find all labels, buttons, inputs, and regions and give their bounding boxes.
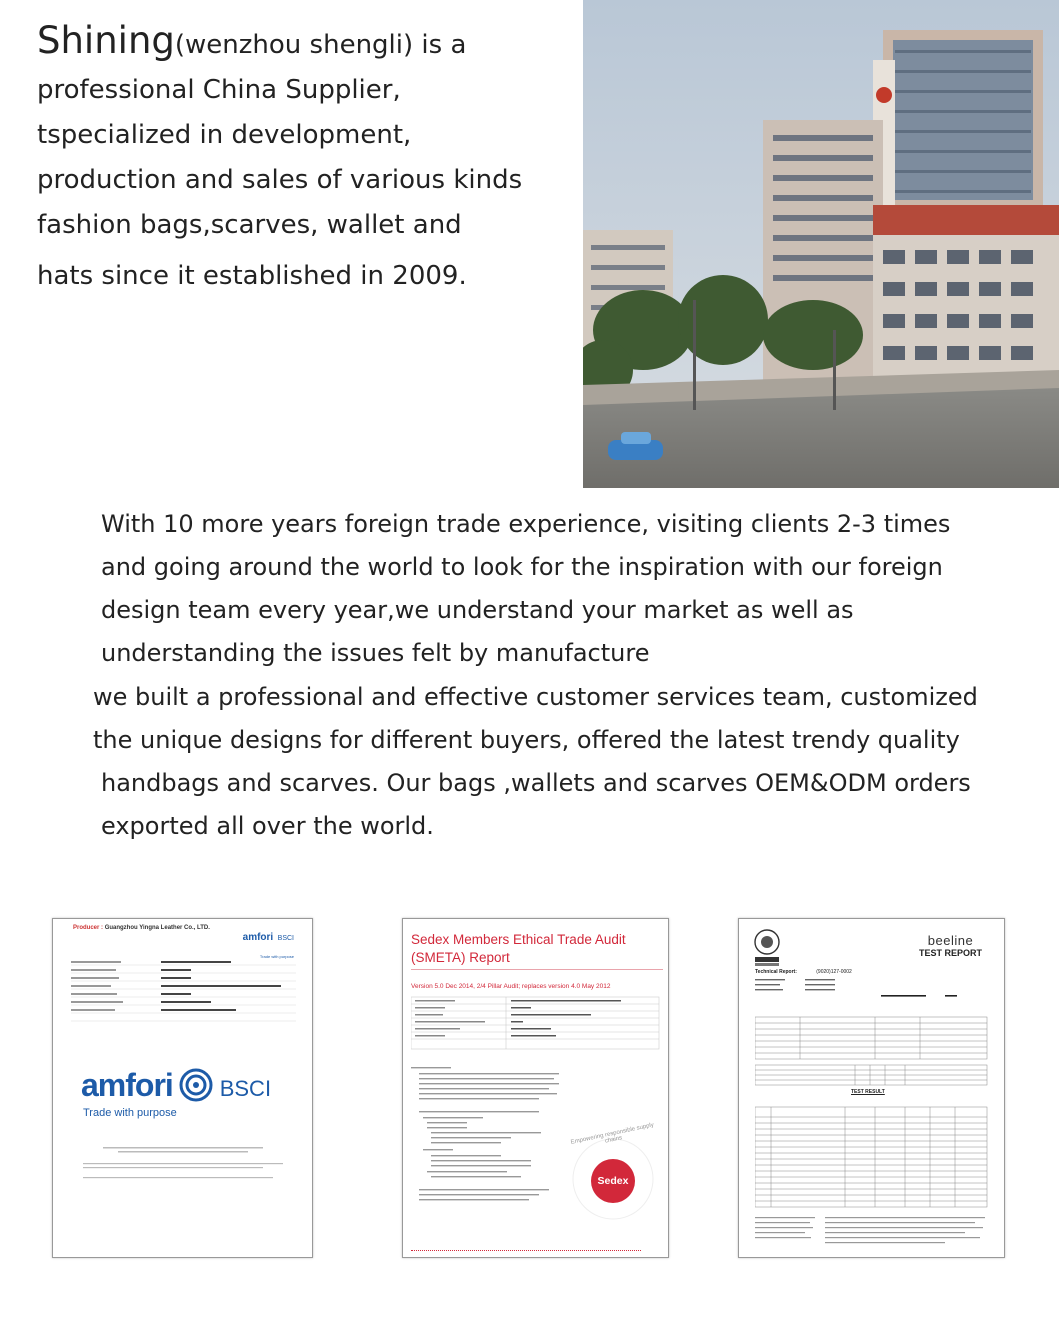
intro-line-6: hats since it established in 2009. bbox=[37, 261, 467, 291]
smeta-title bbox=[411, 931, 626, 967]
amfori-bsci-certificate bbox=[52, 918, 313, 1258]
paragraph-line: and going around the world to look for the inspiration with our foreign bbox=[101, 553, 943, 581]
amfori-logo-small-tag: Trade with purpose bbox=[259, 954, 294, 959]
paragraph-experience bbox=[101, 503, 1001, 675]
report-footer bbox=[755, 1213, 991, 1253]
beeline-logo: beeline bbox=[927, 933, 974, 948]
beeline-header bbox=[919, 933, 982, 958]
smeta-audit-content bbox=[411, 1065, 561, 1245]
intro-line-5: fashion bags,scarves, wallet and bbox=[37, 210, 462, 240]
sedex-badge: Sedex bbox=[591, 1159, 635, 1203]
intro-line-4: production and sales of various kinds bbox=[37, 165, 523, 195]
brand-name: Shining bbox=[37, 19, 175, 62]
amfori-logo-big bbox=[81, 1067, 271, 1104]
amfori-logo-small-sub: BSCI bbox=[277, 935, 294, 942]
paragraph-line: handbags and scarves. Our bags ,wallets and scarves OEM&ODM orders bbox=[101, 769, 971, 797]
intro-text bbox=[37, 18, 557, 299]
paragraph-line: understanding the issues felt by manufacture bbox=[101, 639, 650, 667]
amfori-footer-text bbox=[83, 1145, 283, 1185]
test-result-heading: TEST RESULT bbox=[851, 1089, 885, 1095]
smeta-info-table bbox=[411, 995, 661, 1055]
paragraph-services bbox=[93, 676, 1013, 848]
beeline-title: TEST REPORT bbox=[918, 948, 982, 958]
factory-photo bbox=[583, 0, 1059, 488]
amfori-logo-small-text: amfori bbox=[242, 932, 274, 943]
paragraph-line: the unique designs for different buyers, offered the latest trendy quality bbox=[93, 726, 960, 754]
report-info-table bbox=[755, 977, 991, 1097]
producer-name: Guangzhou Yingna Leather Co., LTD. bbox=[104, 925, 210, 931]
amfori-logo-big-text: amfori bbox=[81, 1067, 173, 1103]
sedex-smeta-certificate bbox=[402, 918, 669, 1258]
amfori-target-icon bbox=[179, 1068, 213, 1102]
intro-line-1: (wenzhou shengli) is a bbox=[174, 30, 467, 60]
test-result-table bbox=[755, 1103, 991, 1211]
amfori-info-table bbox=[71, 959, 296, 1039]
paragraph-line: we built a professional and effective customer services team, customized bbox=[93, 683, 978, 711]
intro-line-3: tspecialized in development, bbox=[37, 120, 412, 150]
producer-row bbox=[73, 925, 210, 931]
intro-line-2: professional China Supplier, bbox=[37, 75, 401, 105]
amfori-tagline: Trade with purpose bbox=[83, 1107, 177, 1119]
beeline-test-report bbox=[738, 918, 1005, 1258]
sedex-ring-text: Empowering responsible supply chains bbox=[570, 1122, 655, 1146]
paragraph-line: design team every year,we understand your market as well as bbox=[101, 596, 854, 624]
sedex-seal bbox=[563, 1122, 663, 1229]
smeta-title-line-2: (SMETA) Report bbox=[411, 950, 510, 965]
amfori-logo-small bbox=[243, 927, 294, 963]
report-number-label: Technical Report: bbox=[755, 969, 797, 975]
smeta-version: Version 5.0 Dec 2014, 2/4 Pillar Audit; replaces version 4.0 May 2012 bbox=[411, 983, 611, 990]
smeta-title-line-1: Sedex Members Ethical Trade Audit bbox=[411, 932, 626, 947]
report-number-row bbox=[755, 969, 852, 975]
paragraph-line: With 10 more years foreign trade experience, visiting clients 2-3 times bbox=[101, 510, 951, 538]
bureau-veritas-seal-icon bbox=[753, 929, 781, 969]
producer-label: Producer : bbox=[73, 925, 104, 931]
report-number: (9020)127-0002 bbox=[816, 969, 852, 975]
paragraph-line: exported all over the world. bbox=[101, 812, 434, 840]
amfori-logo-big-sub: BSCI bbox=[219, 1076, 272, 1101]
